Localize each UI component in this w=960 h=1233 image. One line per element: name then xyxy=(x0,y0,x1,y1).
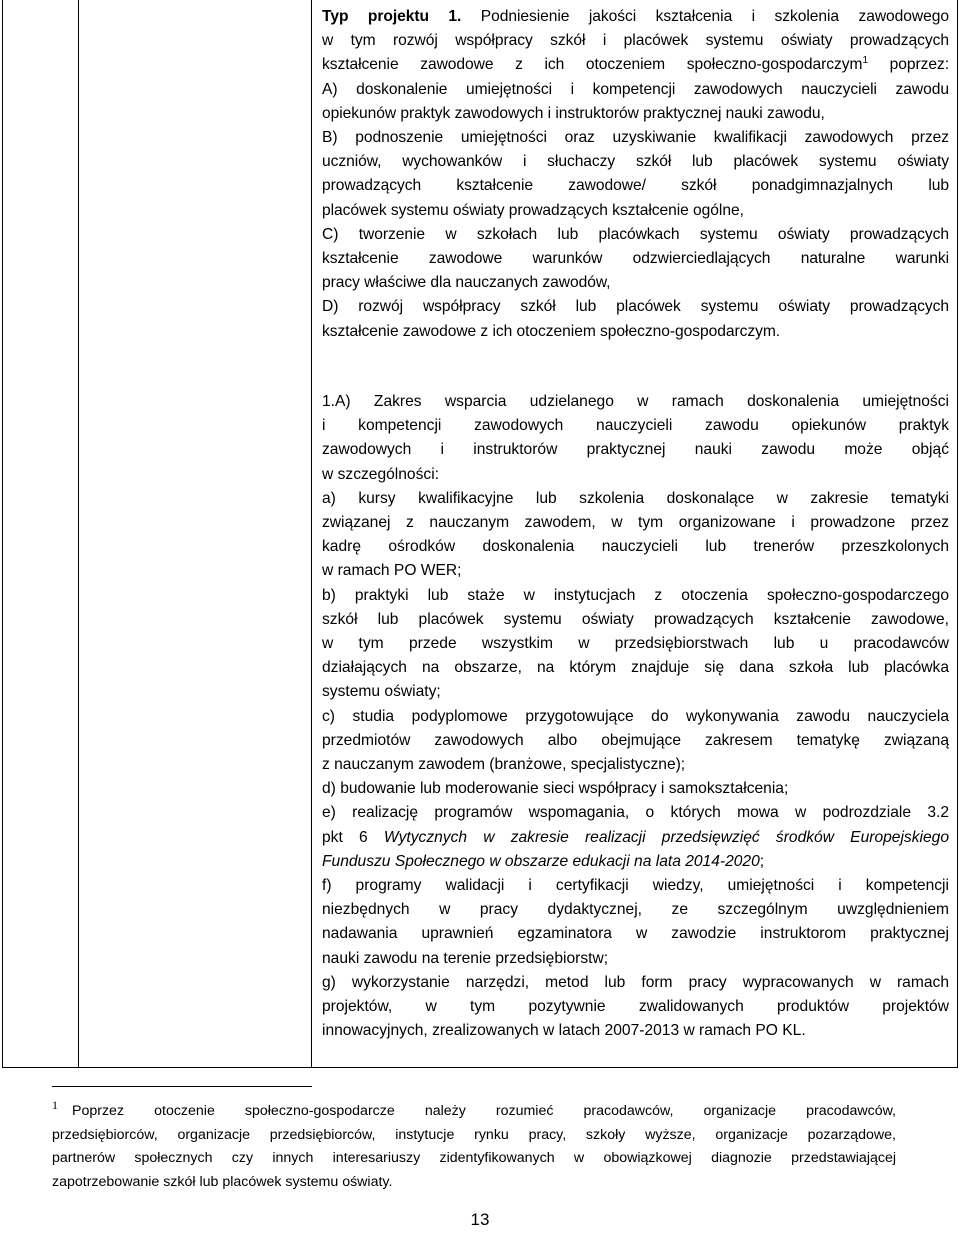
support-scope-line: g) wykorzystanie narzędzi, metod lub form pracy wypracowanych w ramach xyxy=(322,973,949,991)
footnote-line: przedsiębiorców, organizacje przedsiębiorców, instytucje rynku pracy, szkoły wyższe, organizacje pozarządowe, xyxy=(52,1126,896,1143)
support-scope-cell xyxy=(322,390,949,1043)
project-type-line: kształcenie zawodowe warunków odzwierciedlających naturalne warunki xyxy=(322,250,949,268)
support-scope-line: szkół lub placówek systemu oświaty prowadzących kształcenie zawodowe, xyxy=(322,610,949,628)
support-scope-line: w szczególności: xyxy=(322,465,439,483)
table-border-right xyxy=(957,0,958,1068)
guidelines-title: Wytycznych w zakresie realizacji przedsięwzięć środków Europejskiego xyxy=(383,828,950,846)
project-type-line: D) rozwój współpracy szkół lub placówek systemu oświaty prowadzących xyxy=(322,298,949,316)
project-type-line: kształcenie zawodowe z ich otoczeniem społeczno-gospodarczym. xyxy=(322,322,781,340)
support-scope-line: zawodowych i instruktorów praktycznej nauki zawodu może objąć xyxy=(322,441,949,459)
table-column-divider-1 xyxy=(78,0,79,1068)
support-scope-line: c) studia podyplomowe przygotowujące do wykonywania zawodu nauczyciela xyxy=(322,707,949,725)
project-type-line: C) tworzenie w szkołach lub placówkach systemu oświaty prowadzących xyxy=(322,225,949,243)
support-scope-line: Funduszu Społecznego w obszarze edukacji na lata 2014-2020; xyxy=(322,852,765,870)
project-type-line: prowadzących kształcenie zawodowe/ szkół ponadgimnazjalnych lub xyxy=(322,177,949,195)
footnote-separator xyxy=(52,1086,312,1087)
project-type-line: pracy właściwe dla nauczanych zawodów, xyxy=(322,274,611,292)
support-scope-line: b) praktyki lub staże w instytucjach z otoczenia społeczno-gospodarczego xyxy=(322,586,949,604)
table-border-left xyxy=(2,0,3,1068)
support-scope-line: nadawania uprawnień egzaminatora w zawodzie instruktorom praktycznej xyxy=(322,925,949,943)
support-scope-line: pkt 6 Wytycznych w zakresie realizacji przedsięwzięć środków Europejskiego xyxy=(322,828,950,846)
support-scope-line: f) programy walidacji i certyfikacji wiedzy, umiejętności i kompetencji xyxy=(322,877,949,895)
project-type-line: A) doskonalenie umiejętności i kompetencji zawodowych nauczycieli zawodu xyxy=(322,80,949,98)
support-scope-line: nauki zawodu na terenie przedsiębiorstw; xyxy=(322,949,609,967)
support-scope-line: innowacyjnych, zrealizowanych w latach 2007-2013 w ramach PO KL. xyxy=(322,1022,806,1040)
project-type-line: uczniów, wychowanków i słuchaczy szkół lub placówek systemu oświaty xyxy=(322,153,949,171)
footnote-line: partnerów społecznych czy innych interesariuszy zidentyfikowanych w obowiązkowej diagnozie przedstawiającej xyxy=(52,1150,896,1167)
table-border-bottom xyxy=(2,1067,958,1068)
support-scope-line: systemu oświaty; xyxy=(322,683,441,701)
project-type-line: placówek systemu oświaty prowadzących kształcenie ogólne, xyxy=(322,201,744,219)
support-scope-line: z nauczanym zawodem (branżowe, specjalistyczne); xyxy=(322,756,686,774)
support-scope-line: przedmiotów zawodowych albo obejmujące zakresem tematykę związaną xyxy=(322,731,949,749)
support-scope-line: w tym przede wszystkim w przedsiębiorstwach lub u pracodawców xyxy=(322,635,949,653)
support-scope-line: i kompetencji zawodowych nauczycieli zawodu opiekunów praktyk xyxy=(322,417,949,435)
project-type-line: opiekunów praktyk zawodowych i instruktorów praktycznej nauki zawodu, xyxy=(322,104,825,122)
footnote-line: $^1$ Poprzez otoczenie społeczno-gospodarcze należy rozumieć pracodawców, organizacje pracodawców, xyxy=(52,1098,896,1119)
footnote-line: zapotrzebowanie szkół lub placówek systemu oświaty. xyxy=(52,1173,393,1190)
support-scope-line: e) realizację programów wspomagania, o których mowa w podrozdziale 3.2 xyxy=(322,804,949,822)
project-type-line: Typ projektu 1. Podniesienie jakości kształcenia i szkolenia zawodowego xyxy=(322,8,949,25)
footnote xyxy=(52,1100,896,1194)
project-type-line: w tym rozwój współpracy szkół i placówek systemu oświaty prowadzących xyxy=(322,32,949,50)
footnote-number: 1 xyxy=(52,1098,58,1113)
project-type-cell xyxy=(322,5,949,344)
guidelines-title-cont: Funduszu Społecznego w obszarze edukacji na lata 2014-2020 xyxy=(322,852,760,870)
support-scope-line: związanej z nauczanym zawodem, w tym organizowane i prowadzone przez xyxy=(322,514,949,532)
support-scope-line: projektów, w tym pozytywnie zwalidowanych produktów projektów xyxy=(322,998,949,1016)
support-scope-line: w ramach PO WER; xyxy=(322,562,462,580)
project-type-label: Typ projektu 1. xyxy=(322,8,462,25)
page-number: 13 xyxy=(470,1210,490,1229)
footnote-reference[interactable]: 1 xyxy=(862,55,868,67)
support-scope-line: działających na obszarze, na którym znajduje się dana szkoła lub placówka xyxy=(322,659,949,677)
support-scope-line: kadrę ośrodków doskonalenia nauczycieli lub trenerów przeszkolonych xyxy=(322,538,949,556)
project-type-line: B) podnoszenie umiejętności oraz uzyskiwanie kwalifikacji zawodowych przez xyxy=(322,129,949,147)
project-type-line: kształcenie zawodowe z ich otoczeniem społeczno-gospodarczym$^1$ poprzez: xyxy=(322,55,949,74)
support-scope-line: 1.A) Zakres wsparcia udzielanego w ramach doskonalenia umiejętności xyxy=(322,393,949,410)
support-scope-line: a) kursy kwalifikacyjne lub szkolenia doskonalące w zakresie tematyki xyxy=(322,489,949,507)
table-column-divider-2 xyxy=(311,0,312,1068)
support-scope-line: niezbędnych w pracy dydaktycznej, ze szczególnym uwzględnieniem xyxy=(322,901,949,919)
support-scope-line: d) budowanie lub moderowanie sieci współpracy i samokształcenia; xyxy=(322,780,789,798)
